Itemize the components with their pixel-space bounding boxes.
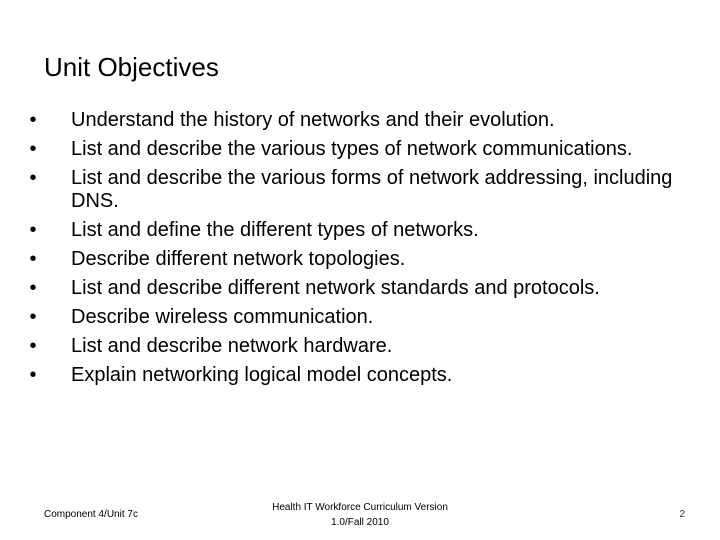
list-item-text: Describe wireless communication. [71, 306, 374, 328]
bullet-icon: • [29, 138, 37, 160]
footer-curriculum-line1: Health IT Workforce Curriculum Version [272, 502, 448, 513]
list-item [27, 248, 677, 271]
list-item [27, 109, 677, 132]
bullet-icon: • [29, 219, 37, 241]
slide-title: Unit Objectives [44, 52, 219, 82]
list-item-text: Describe different network topologies. [71, 248, 406, 270]
list-item [27, 138, 677, 161]
list-item [27, 364, 677, 387]
bullet-icon: • [29, 364, 37, 386]
bullet-icon: • [29, 277, 37, 299]
bullet-icon: • [29, 109, 37, 131]
list-item-text: List and define the different types of networks. [71, 219, 479, 241]
bullet-icon: • [29, 335, 37, 357]
list-item-text: List and describe the various types of network communications. [71, 138, 633, 160]
footer-curriculum-line2: 1.0/Fall 2010 [331, 517, 389, 528]
footer-component-label: Component 4/Unit 7c [44, 509, 138, 520]
list-item [27, 167, 677, 213]
list-item-text: Understand the history of networks and their evolution. [71, 109, 555, 131]
list-item [27, 335, 677, 358]
list-item [27, 277, 677, 300]
list-item-text: Explain networking logical model concepts. [71, 364, 453, 386]
footer-curriculum-version [250, 500, 470, 530]
list-item-text: List and describe network hardware. [71, 335, 393, 357]
bullet-icon: • [29, 167, 37, 189]
bullet-icon: • [29, 248, 37, 270]
page-number: 2 [679, 509, 685, 520]
objectives-list [27, 109, 677, 393]
list-item-text: List and describe the various forms of network addressing, including DNS. [71, 167, 673, 212]
bullet-icon: • [29, 306, 37, 328]
list-item [27, 219, 677, 242]
list-item [27, 306, 677, 329]
list-item-text: List and describe different network standards and protocols. [71, 277, 600, 299]
